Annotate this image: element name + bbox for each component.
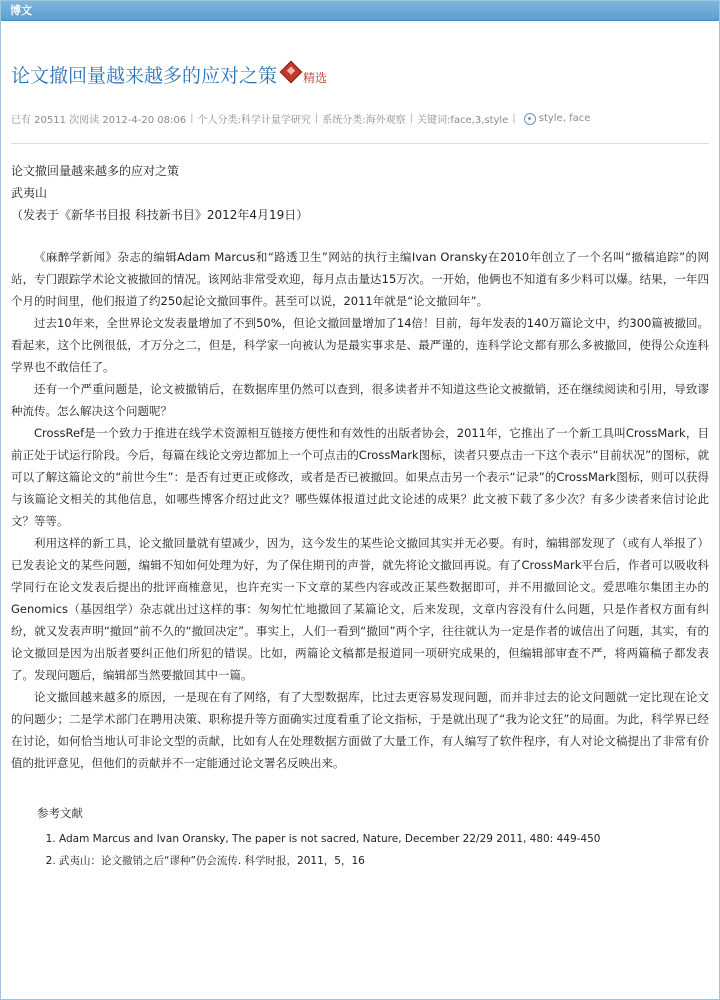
title-row — [11, 58, 709, 88]
publication-line: （发表于《新华书目报 科技新书目》2012年4月19日） — [11, 208, 309, 222]
reference-item: 2. 武夷山：论文撤销之后“谬种”仍会流传. 科学时报，2011，5，16 — [59, 850, 709, 872]
read-count: 已有 20511 次阅读 2012-4-20 08:06 — [11, 115, 187, 126]
tab-blog[interactable] — [1, 1, 719, 21]
article-header — [11, 160, 709, 226]
tags[interactable]: style, face — [538, 113, 591, 124]
paragraph: CrossRef是一个致力于推进在线学术资源相互链接方便性和有效性的出版者协会，2011年，它推出了一个新工具叫CrossMark，目前正处于试运行阶段。今后，每篇在线论文旁边都加上一个可点击的CrossMark图标，读者只要点击一下这个表示“目前状况”的图标，就可以了解这篇论文的“前世今生”：是否有过更正或修改，或者是否已被撤回。如果点击另一个表示“记录”的CrossMark图标，则可以获得与该篇论文相关的其他信息，如哪些博客介绍过此文？哪些媒体报道过此文论述的成果？此文被下载了多少次？有多少读者来信讨论此文？等等。 — [11, 426, 709, 528]
divider — [11, 143, 709, 144]
featured-gem-icon — [280, 61, 303, 84]
paragraph: 《麻醉学新闻》杂志的编辑Adam Marcus和“路透卫生”网站的执行主编Ivan Oransky在2010年创立了一个名叫“撤稿追踪”的网站，专门跟踪学术论文被撤回的情况。该网站非常受欢迎，每月点击量达15万次。一开始，他俩也不知道有多少料可以爆。结果，一年四个月的时间里，他们报道了约250起论文撤回事件。甚至可以说，2011年就是“论文撤回年”。 — [11, 250, 709, 308]
personal-category[interactable]: 个人分类:科学计量学研究 — [197, 115, 311, 126]
paragraph: 过去10年来，全世界论文发表量增加了不到50%，但论文撤回量增加了14倍！目前，每年发表的140万篇论文中，约300篇被撤回。看起来，这个比例很低，才万分之二，但是，科学家一向被认为是最实事求是、最严谨的，连科学论文都有那么多被撤回，使得公众连科学界也不敢信任了。 — [11, 316, 709, 374]
references — [11, 802, 709, 872]
meta-separator: | — [512, 113, 516, 124]
references-heading: 参考文献 — [37, 806, 83, 820]
tag-icon — [524, 113, 536, 125]
system-category[interactable]: 系统分类:海外观察 — [322, 115, 406, 126]
featured-badge[interactable]: 精选 — [303, 71, 328, 85]
keywords: 关键词:face,3,style — [416, 115, 509, 126]
reference-item: 1. Adam Marcus and Ivan Oransky, The paper is not sacred, Nature, December 22/29 2011, 480: 449-450 — [59, 828, 709, 850]
paragraph: 还有一个严重问题是，论文被撤销后，在数据库里仍然可以查到，很多读者并不知道这些论文被撤销，还在继续阅读和引用，导致谬种流传。怎么解决这个问题呢？ — [11, 382, 709, 418]
meta-separator: | — [409, 113, 413, 124]
post-content — [1, 58, 719, 872]
tab-blog-label: 博文 — [10, 4, 32, 17]
post-title[interactable]: 论文撤回量越来越多的应对之策 — [11, 65, 278, 87]
meta-separator: | — [190, 113, 194, 124]
article-body — [11, 246, 709, 774]
paragraph: 论文撤回越来越多的原因，一是现在有了网络，有了大型数据库，比过去更容易发现问题，而并非过去的论文问题就一定比现在论文的问题少；二是学术部门在聘用决策、职称提升等方面确实过度看重了论文指标，于是就出现了“我为论文狂”的局面。为此，科学界已经在讨论，如何恰当地认可非论文型的贡献，比如有人在处理数据方面做了大量工作，有人编写了软件程序，有人对论文稿提出了非常有价值的批评意见，但他们的贡献并不一定能通过论文署名反映出来。 — [11, 690, 709, 770]
meta-separator: | — [314, 113, 319, 124]
references-list — [11, 828, 709, 872]
post-meta — [11, 111, 709, 126]
paragraph: 利用这样的新工具，论文撤回量就有望减少，因为，这今发生的某些论文撤回其实并无必要。有时，编辑部发现了（或有人举报了）已发表论文的某些问题，编辑不知如何处理为好，为了保住期刊的声誉，就先将论文撤回再说。有了CrossMark平台后，作者可以吸收科学同行在论文发表后提出的批评商榷意见，也许充实一下文章的某些内容或改正某些数据即可，并不用撤回论文。爱思唯尔集团主办的Genomics（基因组学）杂志就出过这样的事：匆匆忙忙地撤回了某篇论文，后来发现，文章内容没有什么问题，只是作者权方面有纠纷，就又发表声明“撤回”前不久的“撤回决定”。事实上，人们一看到“撤回”两个字，往往就认为一定是作者的诚信出了问题，其实，有的论文撤回是因为出版者要纠正他们所犯的错误。比如，两篇论文稿都是报道同一项研究成果的，但编辑部审查不严，将两篇稿子都发表了。发现问题后，编辑部当然要撤回其中一篇。 — [11, 536, 709, 682]
author-line: 武夷山 — [11, 186, 48, 200]
article-title-line: 论文撤回量越来越多的应对之策 — [11, 164, 180, 178]
